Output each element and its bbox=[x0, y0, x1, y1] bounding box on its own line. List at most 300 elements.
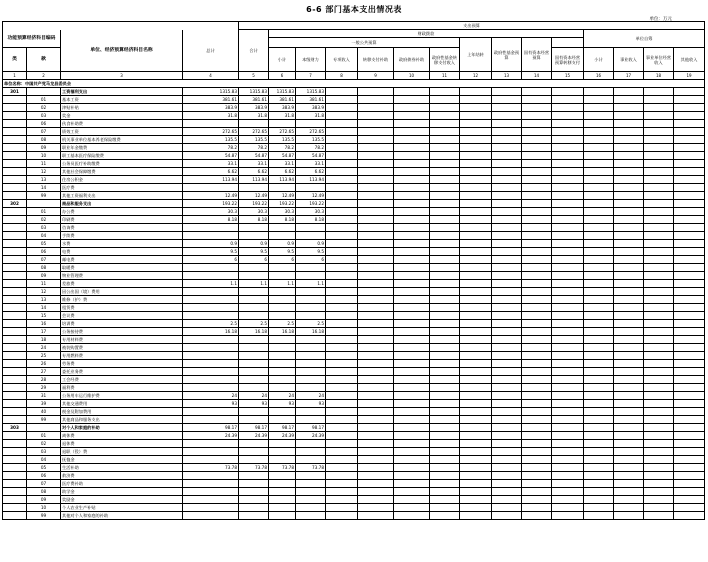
row-value bbox=[183, 376, 239, 384]
row-empty-cell bbox=[644, 480, 674, 488]
row-empty-cell bbox=[326, 136, 358, 144]
row-empty-cell bbox=[326, 216, 358, 224]
row-empty-cell bbox=[358, 488, 394, 496]
row-empty-cell bbox=[644, 96, 674, 104]
row-empty-cell bbox=[492, 440, 522, 448]
row-empty-cell bbox=[460, 416, 492, 424]
row-name: 离休费 bbox=[61, 432, 183, 440]
row-value bbox=[269, 288, 296, 296]
row-empty-cell bbox=[552, 512, 584, 520]
row-value bbox=[296, 312, 326, 320]
row-empty-cell bbox=[394, 136, 430, 144]
row-empty-cell bbox=[460, 408, 492, 416]
row-value: 272.65 bbox=[269, 128, 296, 136]
row-empty-cell bbox=[644, 344, 674, 352]
row-value: 24 bbox=[183, 392, 239, 400]
row-value bbox=[296, 272, 326, 280]
row-empty-cell bbox=[394, 280, 430, 288]
row-empty-cell bbox=[584, 200, 614, 208]
row-empty-cell bbox=[614, 336, 644, 344]
row-kuan: 05 bbox=[27, 464, 61, 472]
row-empty-cell bbox=[460, 296, 492, 304]
row-name: 公务接待费 bbox=[61, 328, 183, 336]
row-empty-cell bbox=[492, 200, 522, 208]
row-empty-cell bbox=[394, 96, 430, 104]
row-empty-cell bbox=[522, 144, 552, 152]
row-empty-cell bbox=[460, 144, 492, 152]
row-empty-cell bbox=[522, 128, 552, 136]
row-value: 24.39 bbox=[296, 432, 326, 440]
header-biz-op: 事业单位经营收入 bbox=[644, 48, 674, 72]
unit-label: 单位：万元 bbox=[649, 17, 672, 22]
row-empty-cell bbox=[394, 504, 430, 512]
row-empty-cell bbox=[552, 200, 584, 208]
row-empty-cell bbox=[584, 232, 614, 240]
row-empty-cell bbox=[644, 352, 674, 360]
row-empty-cell bbox=[522, 240, 552, 248]
row-name: 商品和服务支出 bbox=[61, 200, 183, 208]
row-empty-cell bbox=[522, 456, 552, 464]
row-name: 个人农业生产补贴 bbox=[61, 504, 183, 512]
row-empty-cell bbox=[358, 224, 394, 232]
row-empty-cell bbox=[326, 392, 358, 400]
row-value bbox=[183, 352, 239, 360]
header-lei: 类 bbox=[3, 48, 27, 72]
row-value bbox=[239, 408, 269, 416]
row-empty-cell bbox=[394, 144, 430, 152]
row-value: 98.17 bbox=[269, 424, 296, 432]
row-value bbox=[269, 448, 296, 456]
row-empty-cell bbox=[430, 424, 460, 432]
row-empty-cell bbox=[674, 512, 705, 520]
table-row bbox=[3, 280, 705, 288]
row-empty-cell bbox=[492, 112, 522, 120]
row-value: 2.5 bbox=[269, 320, 296, 328]
table-row bbox=[3, 376, 705, 384]
row-empty-cell bbox=[326, 240, 358, 248]
row-empty-cell bbox=[644, 232, 674, 240]
row-value: 272.65 bbox=[183, 128, 239, 136]
row-empty-cell bbox=[460, 224, 492, 232]
row-value bbox=[183, 416, 239, 424]
header-code-group: 功能预算经济科目编码 bbox=[3, 30, 61, 48]
row-value: 31.8 bbox=[183, 112, 239, 120]
row-empty-cell bbox=[522, 208, 552, 216]
row-empty-cell bbox=[326, 128, 358, 136]
row-kuan bbox=[27, 200, 61, 208]
row-empty-cell bbox=[460, 240, 492, 248]
row-empty-cell bbox=[522, 480, 552, 488]
row-empty-cell bbox=[326, 344, 358, 352]
row-empty-cell bbox=[326, 160, 358, 168]
row-empty-cell bbox=[614, 480, 644, 488]
row-empty-cell bbox=[614, 240, 644, 248]
row-empty-cell bbox=[674, 120, 705, 128]
row-empty-cell bbox=[674, 392, 705, 400]
row-lei: 301 bbox=[3, 88, 27, 96]
table-row bbox=[3, 488, 705, 496]
row-empty-cell bbox=[584, 456, 614, 464]
row-lei bbox=[3, 288, 27, 296]
row-empty-cell bbox=[522, 424, 552, 432]
row-name: 其他社会保障缴费 bbox=[61, 168, 183, 176]
row-empty-cell bbox=[460, 272, 492, 280]
row-empty-cell bbox=[460, 368, 492, 376]
row-empty-cell bbox=[326, 296, 358, 304]
row-empty-cell bbox=[430, 128, 460, 136]
row-empty-cell bbox=[614, 168, 644, 176]
row-name: 取暖费 bbox=[61, 264, 183, 272]
row-empty-cell bbox=[326, 360, 358, 368]
row-empty-cell bbox=[644, 312, 674, 320]
row-value bbox=[296, 304, 326, 312]
row-empty-cell bbox=[358, 472, 394, 480]
row-empty-cell bbox=[394, 264, 430, 272]
row-name: 电费 bbox=[61, 248, 183, 256]
row-kuan bbox=[27, 424, 61, 432]
row-empty-cell bbox=[430, 344, 460, 352]
table-row bbox=[3, 304, 705, 312]
row-empty-cell bbox=[460, 96, 492, 104]
row-empty-cell bbox=[358, 416, 394, 424]
row-value bbox=[269, 272, 296, 280]
row-empty-cell bbox=[394, 120, 430, 128]
row-kuan: 07 bbox=[27, 480, 61, 488]
row-empty-cell bbox=[492, 184, 522, 192]
row-empty-cell bbox=[358, 496, 394, 504]
row-empty-cell bbox=[552, 280, 584, 288]
row-empty-cell bbox=[644, 256, 674, 264]
row-empty-cell bbox=[584, 208, 614, 216]
row-lei bbox=[3, 328, 27, 336]
row-value bbox=[296, 408, 326, 416]
row-empty-cell bbox=[326, 480, 358, 488]
row-empty-cell bbox=[674, 136, 705, 144]
row-empty-cell bbox=[552, 376, 584, 384]
row-empty-cell bbox=[584, 192, 614, 200]
row-empty-cell bbox=[552, 128, 584, 136]
row-empty-cell bbox=[584, 240, 614, 248]
row-empty-cell bbox=[460, 136, 492, 144]
column-number-row bbox=[3, 72, 705, 80]
row-empty-cell bbox=[614, 312, 644, 320]
row-value: 73.78 bbox=[296, 464, 326, 472]
row-lei bbox=[3, 272, 27, 280]
row-empty-cell bbox=[326, 496, 358, 504]
row-empty-cell bbox=[430, 168, 460, 176]
row-empty-cell bbox=[644, 440, 674, 448]
row-name: 退休费 bbox=[61, 440, 183, 448]
row-value: 193.22 bbox=[183, 200, 239, 208]
row-name: 印刷费 bbox=[61, 216, 183, 224]
row-empty-cell bbox=[460, 352, 492, 360]
table-row bbox=[3, 344, 705, 352]
row-empty-cell bbox=[326, 424, 358, 432]
header-sum: 合计 bbox=[239, 30, 269, 72]
row-name: 公务员医疗补助缴费 bbox=[61, 160, 183, 168]
row-empty-cell bbox=[614, 344, 644, 352]
row-empty-cell bbox=[430, 464, 460, 472]
row-empty-cell bbox=[614, 128, 644, 136]
row-empty-cell bbox=[394, 128, 430, 136]
row-empty-cell bbox=[644, 144, 674, 152]
row-empty-cell bbox=[358, 376, 394, 384]
row-value bbox=[269, 184, 296, 192]
row-empty-cell bbox=[644, 112, 674, 120]
row-kuan: 26 bbox=[27, 360, 61, 368]
row-empty-cell bbox=[614, 496, 644, 504]
row-empty-cell bbox=[522, 464, 552, 472]
row-empty-cell bbox=[326, 176, 358, 184]
row-value bbox=[239, 456, 269, 464]
row-value bbox=[239, 512, 269, 520]
row-value: 98.17 bbox=[183, 424, 239, 432]
row-lei bbox=[3, 464, 27, 472]
row-empty-cell bbox=[430, 352, 460, 360]
row-empty-cell bbox=[674, 272, 705, 280]
row-empty-cell bbox=[644, 264, 674, 272]
row-kuan: 09 bbox=[27, 496, 61, 504]
row-empty-cell bbox=[430, 456, 460, 464]
row-empty-cell bbox=[358, 344, 394, 352]
row-empty-cell bbox=[430, 96, 460, 104]
row-kuan: 07 bbox=[27, 256, 61, 264]
row-empty-cell bbox=[522, 472, 552, 480]
row-empty-cell bbox=[584, 264, 614, 272]
table-row bbox=[3, 416, 705, 424]
row-name: 专用材料费 bbox=[61, 336, 183, 344]
row-empty-cell bbox=[522, 232, 552, 240]
row-empty-cell bbox=[522, 216, 552, 224]
row-empty-cell bbox=[674, 480, 705, 488]
row-value bbox=[296, 344, 326, 352]
row-empty-cell bbox=[430, 432, 460, 440]
header-last-year: 上年结转 bbox=[460, 38, 492, 72]
row-kuan: 11 bbox=[27, 280, 61, 288]
row-lei bbox=[3, 504, 27, 512]
row-kuan: 01 bbox=[27, 432, 61, 440]
table-row bbox=[3, 368, 705, 376]
row-empty-cell bbox=[394, 256, 430, 264]
row-empty-cell bbox=[394, 288, 430, 296]
row-lei bbox=[3, 168, 27, 176]
row-lei bbox=[3, 224, 27, 232]
row-empty-cell bbox=[584, 384, 614, 392]
header-special: 专项收入 bbox=[326, 48, 358, 72]
row-empty-cell bbox=[460, 288, 492, 296]
row-empty-cell bbox=[584, 112, 614, 120]
row-empty-cell bbox=[358, 272, 394, 280]
row-empty-cell bbox=[674, 424, 705, 432]
row-empty-cell bbox=[674, 88, 705, 96]
row-empty-cell bbox=[492, 448, 522, 456]
row-empty-cell bbox=[430, 136, 460, 144]
header-subtotal: 小计 bbox=[269, 48, 296, 72]
row-empty-cell bbox=[614, 424, 644, 432]
row-empty-cell bbox=[522, 312, 552, 320]
row-empty-cell bbox=[460, 504, 492, 512]
row-empty-cell bbox=[492, 96, 522, 104]
row-empty-cell bbox=[430, 280, 460, 288]
row-empty-cell bbox=[394, 392, 430, 400]
row-empty-cell bbox=[584, 128, 614, 136]
row-empty-cell bbox=[492, 296, 522, 304]
row-empty-cell bbox=[522, 200, 552, 208]
row-empty-cell bbox=[326, 464, 358, 472]
row-lei bbox=[3, 160, 27, 168]
row-empty-cell bbox=[492, 392, 522, 400]
row-empty-cell bbox=[460, 384, 492, 392]
row-empty-cell bbox=[492, 400, 522, 408]
row-value bbox=[183, 512, 239, 520]
table-row bbox=[3, 336, 705, 344]
row-kuan: 09 bbox=[27, 144, 61, 152]
row-value: 31.8 bbox=[269, 112, 296, 120]
row-value: 24.39 bbox=[183, 432, 239, 440]
row-value bbox=[183, 496, 239, 504]
row-empty-cell bbox=[584, 480, 614, 488]
row-empty-cell bbox=[644, 184, 674, 192]
row-empty-cell bbox=[394, 384, 430, 392]
row-empty-cell bbox=[584, 136, 614, 144]
row-value bbox=[296, 288, 326, 296]
row-empty-cell bbox=[394, 216, 430, 224]
row-empty-cell bbox=[522, 320, 552, 328]
row-empty-cell bbox=[492, 144, 522, 152]
row-empty-cell bbox=[522, 368, 552, 376]
row-value: 54.87 bbox=[296, 152, 326, 160]
row-empty-cell bbox=[644, 392, 674, 400]
row-empty-cell bbox=[522, 112, 552, 120]
row-empty-cell bbox=[492, 280, 522, 288]
row-empty-cell bbox=[430, 296, 460, 304]
column-number: 6 bbox=[269, 72, 296, 80]
row-empty-cell bbox=[584, 296, 614, 304]
row-empty-cell bbox=[358, 408, 394, 416]
row-empty-cell bbox=[522, 224, 552, 232]
row-empty-cell bbox=[358, 512, 394, 520]
row-empty-cell bbox=[584, 360, 614, 368]
row-lei bbox=[3, 120, 27, 128]
row-empty-cell bbox=[358, 144, 394, 152]
row-empty-cell bbox=[644, 216, 674, 224]
row-empty-cell bbox=[460, 360, 492, 368]
row-empty-cell bbox=[430, 120, 460, 128]
row-empty-cell bbox=[460, 376, 492, 384]
row-empty-cell bbox=[430, 232, 460, 240]
row-empty-cell bbox=[584, 176, 614, 184]
row-value bbox=[269, 456, 296, 464]
row-empty-cell bbox=[584, 120, 614, 128]
row-empty-cell bbox=[358, 104, 394, 112]
header-finance: 财政拨款 bbox=[269, 30, 584, 38]
row-value: 193.22 bbox=[296, 200, 326, 208]
row-empty-cell bbox=[674, 488, 705, 496]
row-value: 1.1 bbox=[183, 280, 239, 288]
row-empty-cell bbox=[674, 320, 705, 328]
row-name: 生活补助 bbox=[61, 464, 183, 472]
row-empty-cell bbox=[430, 392, 460, 400]
table-row bbox=[3, 432, 705, 440]
row-value bbox=[183, 120, 239, 128]
row-name: 其他工资福利支出 bbox=[61, 192, 183, 200]
row-empty-cell bbox=[460, 456, 492, 464]
row-value bbox=[269, 480, 296, 488]
row-lei bbox=[3, 448, 27, 456]
row-name: 工资福利支出 bbox=[61, 88, 183, 96]
row-value bbox=[183, 272, 239, 280]
row-empty-cell bbox=[522, 416, 552, 424]
row-empty-cell bbox=[492, 472, 522, 480]
row-value: 0.9 bbox=[239, 240, 269, 248]
row-empty-cell bbox=[614, 264, 644, 272]
row-value: 98.17 bbox=[296, 424, 326, 432]
row-empty-cell bbox=[326, 384, 358, 392]
row-empty-cell bbox=[326, 256, 358, 264]
header-expense-budget: 支出预算 bbox=[239, 22, 705, 30]
row-lei: 303 bbox=[3, 424, 27, 432]
row-name: 公务用车运行维护费 bbox=[61, 392, 183, 400]
row-empty-cell bbox=[552, 144, 584, 152]
row-value: 16.18 bbox=[183, 328, 239, 336]
row-empty-cell bbox=[614, 416, 644, 424]
row-empty-cell bbox=[460, 464, 492, 472]
row-empty-cell bbox=[492, 216, 522, 224]
row-empty-cell bbox=[614, 232, 644, 240]
row-empty-cell bbox=[522, 352, 552, 360]
row-empty-cell bbox=[326, 288, 358, 296]
row-kuan: 08 bbox=[27, 488, 61, 496]
row-empty-cell bbox=[358, 368, 394, 376]
row-empty-cell bbox=[394, 400, 430, 408]
row-name: 救济费 bbox=[61, 472, 183, 480]
row-empty-cell bbox=[522, 248, 552, 256]
row-lei bbox=[3, 136, 27, 144]
row-empty-cell bbox=[358, 264, 394, 272]
row-value: 93 bbox=[183, 400, 239, 408]
row-value bbox=[183, 336, 239, 344]
table-row bbox=[3, 480, 705, 488]
row-empty-cell bbox=[492, 168, 522, 176]
row-name: 福利费 bbox=[61, 384, 183, 392]
table-row bbox=[3, 160, 705, 168]
row-empty-cell bbox=[584, 320, 614, 328]
row-value bbox=[296, 296, 326, 304]
row-empty-cell bbox=[430, 240, 460, 248]
row-empty-cell bbox=[522, 168, 552, 176]
row-empty-cell bbox=[614, 224, 644, 232]
row-empty-cell bbox=[674, 472, 705, 480]
column-number: 11 bbox=[430, 72, 460, 80]
row-value: 93 bbox=[296, 400, 326, 408]
row-kuan: 27 bbox=[27, 368, 61, 376]
row-empty-cell bbox=[552, 256, 584, 264]
row-empty-cell bbox=[614, 216, 644, 224]
row-empty-cell bbox=[614, 272, 644, 280]
row-empty-cell bbox=[552, 232, 584, 240]
row-value: 1315.83 bbox=[296, 88, 326, 96]
row-empty-cell bbox=[358, 360, 394, 368]
row-empty-cell bbox=[430, 328, 460, 336]
row-empty-cell bbox=[430, 248, 460, 256]
row-name: 其他交通费用 bbox=[61, 400, 183, 408]
row-value bbox=[239, 336, 269, 344]
row-empty-cell bbox=[552, 384, 584, 392]
row-empty-cell bbox=[430, 512, 460, 520]
row-empty-cell bbox=[552, 392, 584, 400]
row-value: 30.3 bbox=[239, 208, 269, 216]
row-empty-cell bbox=[614, 192, 644, 200]
